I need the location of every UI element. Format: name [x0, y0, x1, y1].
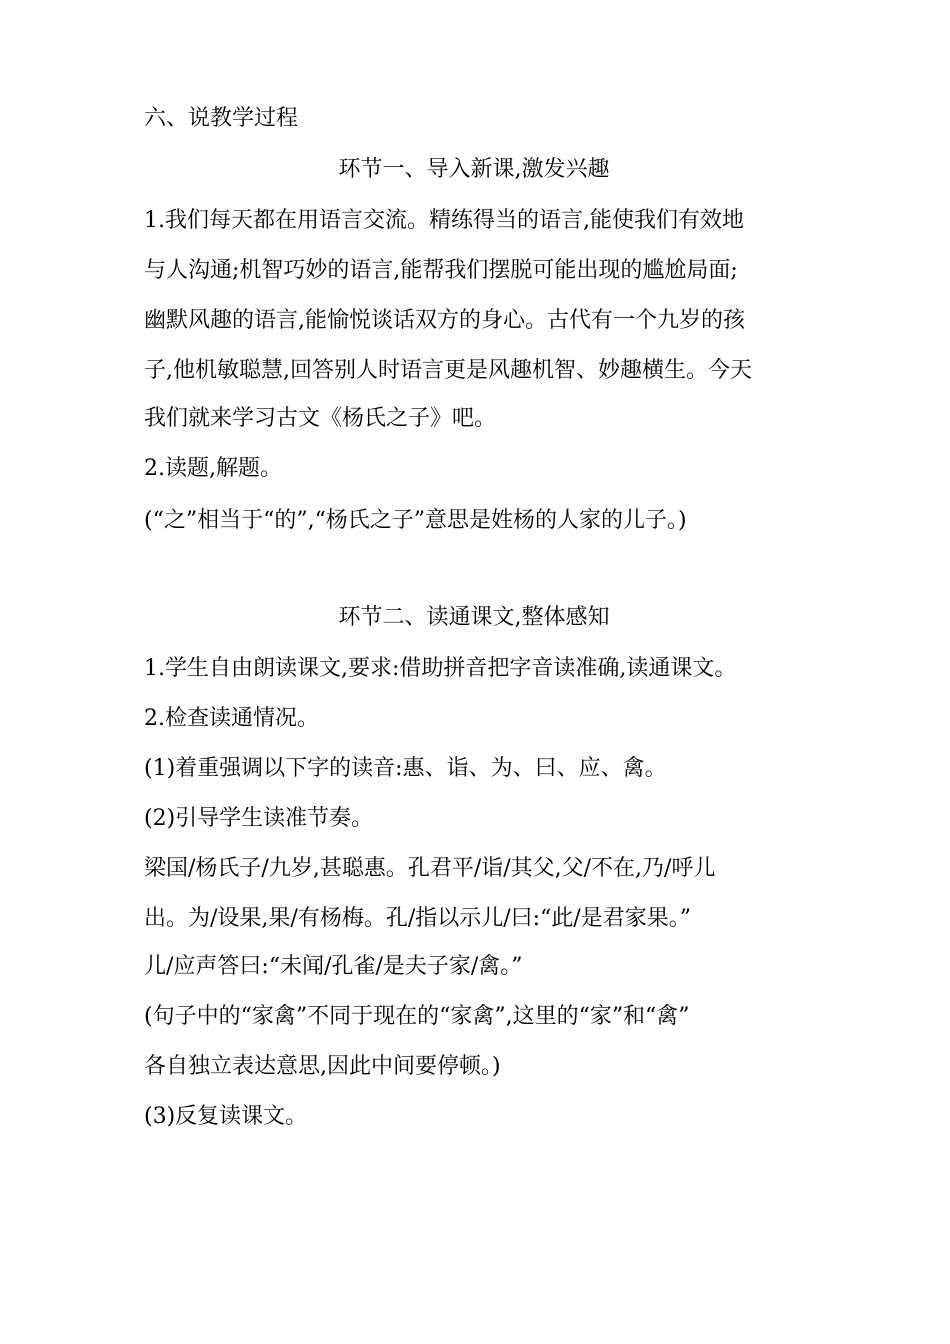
part1-paragraph-line: 子,他机敏聪慧,回答别人时语言更是风趣机智、妙趣横生。今天 — [144, 358, 752, 383]
part2-title: 环节二、读通课文,整体感知 — [338, 605, 610, 630]
part1-paragraph-line: 我们就来学习古文《杨氏之子》吧。 — [144, 406, 497, 431]
part2-item1: 1.学生自由朗读课文,要求:借助拼音把字音读准确,读通课文。 — [144, 656, 737, 681]
part2-note-line: (句子中的“家禽”不同于现在的“家禽”,这里的“家”和“禽” — [144, 1004, 690, 1029]
part1-note: (“之”相当于“的”,“杨氏之子”意思是姓杨的人家的儿子。) — [144, 508, 687, 533]
section-heading: 六、说教学过程 — [144, 106, 299, 131]
part2-sub1: (1)着重强调以下字的读音:惠、诣、为、曰、应、禽。 — [144, 756, 667, 781]
part2-note-line: 各自独立表达意思,因此中间要停顿。) — [144, 1054, 501, 1079]
part2-item2: 2.检查读通情况。 — [144, 706, 319, 731]
part1-item2: 2.读题,解题。 — [144, 456, 282, 481]
part1-paragraph-line: 幽默风趣的语言,能愉悦谈话双方的身心。古代有一个九岁的孩 — [144, 308, 745, 333]
part1-paragraph-line: 与人沟通;机智巧妙的语言,能帮我们摆脱可能出现的尴尬局面; — [144, 258, 738, 283]
classical-text-line: 梁国/杨氏子/九岁,甚聪惠。孔君平/诣/其父,父/不在,乃/呼儿 — [144, 856, 716, 881]
part2-sub3: (3)反复读课文。 — [144, 1104, 308, 1129]
classical-text-line: 儿/应声答曰:“未闻/孔雀/是夫子家/禽。” — [144, 954, 523, 979]
classical-text-line: 出。为/设果,果/有杨梅。孔/指以示儿/曰:“此/是君家果。” — [144, 906, 691, 931]
part1-paragraph-line: 1.我们每天都在用语言交流。精练得当的语言,能使我们有效地 — [144, 208, 744, 233]
part1-title: 环节一、导入新课,激发兴趣 — [338, 157, 610, 182]
part2-sub2: (2)引导学生读准节奏。 — [144, 806, 374, 831]
